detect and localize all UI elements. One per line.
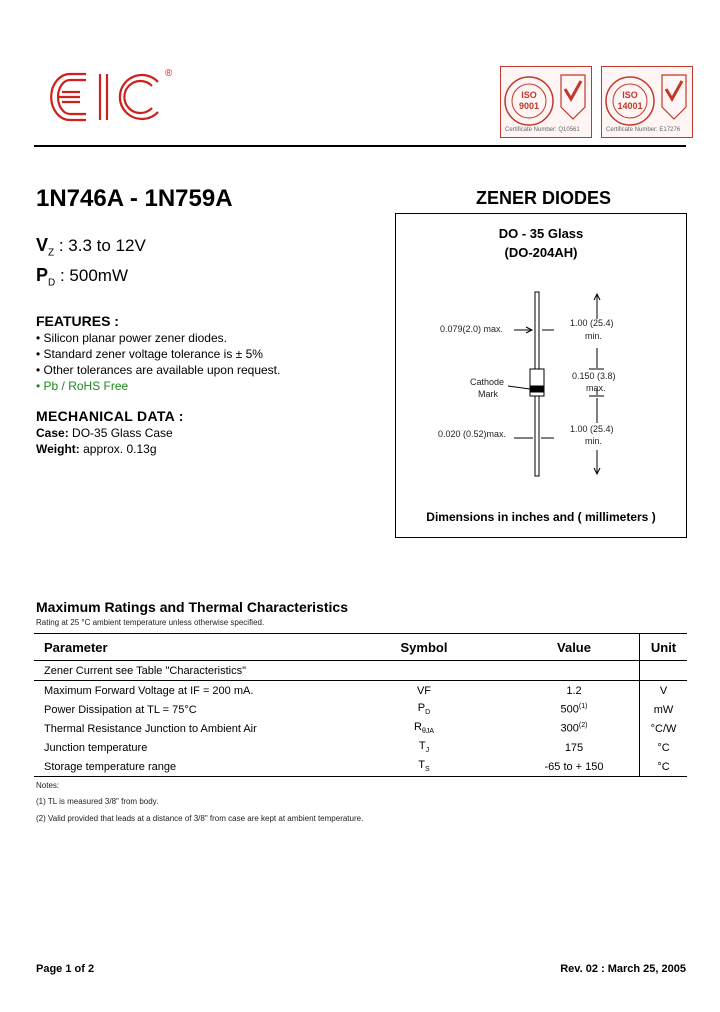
col-symbol: Symbol xyxy=(339,634,509,661)
cell-unit: V xyxy=(640,681,688,701)
category-title: ZENER DIODES xyxy=(476,188,612,208)
cell-value: -65 to + 150 xyxy=(509,757,640,777)
cell-value: 1.2 xyxy=(509,681,640,701)
table-row xyxy=(34,719,687,738)
cathode-label: Cathode xyxy=(470,377,505,387)
cell-symbol: $P_D$ xyxy=(417,702,431,717)
cell-param: Zener Current see Table "Characteristics" xyxy=(34,661,339,681)
cell-param: Power Dissipation at TL = 75°C xyxy=(44,703,197,716)
registered-mark: ® xyxy=(165,68,173,79)
col-value: Value xyxy=(509,634,640,661)
package-code: (DO-204AH) xyxy=(504,245,578,260)
ratings-heading: Maximum Ratings and Thermal Characteristics xyxy=(36,599,348,615)
dim-min-top: min. xyxy=(585,331,603,341)
package-name: DO - 35 Glass xyxy=(498,226,584,241)
cell-value: 300$^{(2)}$ xyxy=(560,722,588,735)
cell-unit: °C xyxy=(640,738,688,757)
feature-item: • Other tolerances are available upon request. xyxy=(36,363,281,377)
cell-value: 175 xyxy=(564,741,584,754)
cell-value: 500$^{(1)}$ xyxy=(560,703,588,716)
table-row xyxy=(34,738,687,757)
cell-symbol: VF xyxy=(339,681,509,701)
svg-text:14001: 14001 xyxy=(617,101,643,111)
cell-symbol xyxy=(339,661,509,681)
ratings-table xyxy=(34,633,687,777)
table-row xyxy=(34,661,687,681)
dim-lead-diameter: 0.079(2.0) max. xyxy=(440,324,504,334)
cell-symbol: $T_S$ xyxy=(339,757,509,777)
feature-item: • Standard zener voltage tolerance is ± 5% xyxy=(36,347,263,361)
mark-label: Mark xyxy=(478,389,498,399)
mechanical-weight: Weight: approx. 0.13g xyxy=(36,442,157,456)
eic-logo xyxy=(48,66,178,128)
svg-text:9001: 9001 xyxy=(518,101,540,111)
spec-vz: $V_Z$ : 3.3 to 12V xyxy=(36,235,146,259)
table-row xyxy=(34,757,687,777)
header-rule xyxy=(34,145,686,147)
table-row xyxy=(34,681,687,701)
cell-unit xyxy=(640,661,688,681)
cell-value xyxy=(509,661,640,681)
dim-min-bottom: min. xyxy=(585,436,603,446)
mechanical-case: Case: DO-35 Glass Case xyxy=(36,426,173,440)
feature-item: • Silicon planar power zener diodes. xyxy=(36,331,227,345)
col-parameter: Parameter xyxy=(34,634,339,661)
col-unit: Unit xyxy=(640,634,688,661)
certificate-number-9001: Certificate Number: Q10561 xyxy=(505,127,580,133)
dim-max-body: max. xyxy=(586,383,606,393)
package-drawing xyxy=(396,214,686,504)
dim-lead-length-bottom: 1.00 (25.4) xyxy=(570,424,614,434)
dim-body-length: 0.150 (3.8) xyxy=(572,371,616,381)
page-number: Page 1 of 2 xyxy=(36,963,95,975)
notes-title: Notes: xyxy=(36,781,60,790)
certificate-number-14001: Certificate Number: E17276 xyxy=(606,127,681,133)
ratings-note: Rating at 25 °C ambient temperature unless otherwise specified. xyxy=(36,618,265,627)
table-header-row xyxy=(34,634,687,661)
package-outline-box xyxy=(395,213,687,538)
cell-symbol: $T_J$ xyxy=(418,740,430,755)
part-title: 1N746A - 1N759A xyxy=(36,185,233,212)
features-heading: FEATURES : xyxy=(36,313,119,329)
cell-param: Maximum Forward Voltage at IF = 200 mA. xyxy=(34,681,339,701)
note-item: (2) Valid provided that leads at a distance of 3/8" from case are kept at ambient temperature. xyxy=(36,814,364,823)
cell-param: Storage temperature range xyxy=(34,757,339,777)
note-item: (1) TL is measured 3/8" from body. xyxy=(36,797,159,806)
cell-unit: °C xyxy=(640,757,688,777)
cell-symbol: $R_{\theta JA}$ xyxy=(413,721,434,736)
cell-unit: mW xyxy=(640,700,688,719)
dim-lead-length-top: 1.00 (25.4) xyxy=(570,318,614,328)
dim-wire-diameter: 0.020 (0.52)max. xyxy=(438,429,507,439)
feature-item-rohs: • Pb / RoHS Free xyxy=(36,379,129,393)
spec-pd: $P_D$ : 500mW xyxy=(36,265,129,289)
revision-date: Rev. 02 : March 25, 2005 xyxy=(560,963,686,975)
cell-param: Thermal Resistance Junction to Ambient Air xyxy=(44,722,257,735)
table-row xyxy=(34,700,687,719)
mechanical-heading: MECHANICAL DATA : xyxy=(36,408,184,424)
spec-lines xyxy=(36,234,146,295)
svg-text:ISO: ISO xyxy=(622,90,638,100)
cell-unit: °C/W xyxy=(640,719,688,738)
dimensions-caption: Dimensions in inches and ( millimeters ) xyxy=(426,510,656,524)
cell-param: Junction temperature xyxy=(44,741,148,754)
svg-text:ISO: ISO xyxy=(521,90,537,100)
